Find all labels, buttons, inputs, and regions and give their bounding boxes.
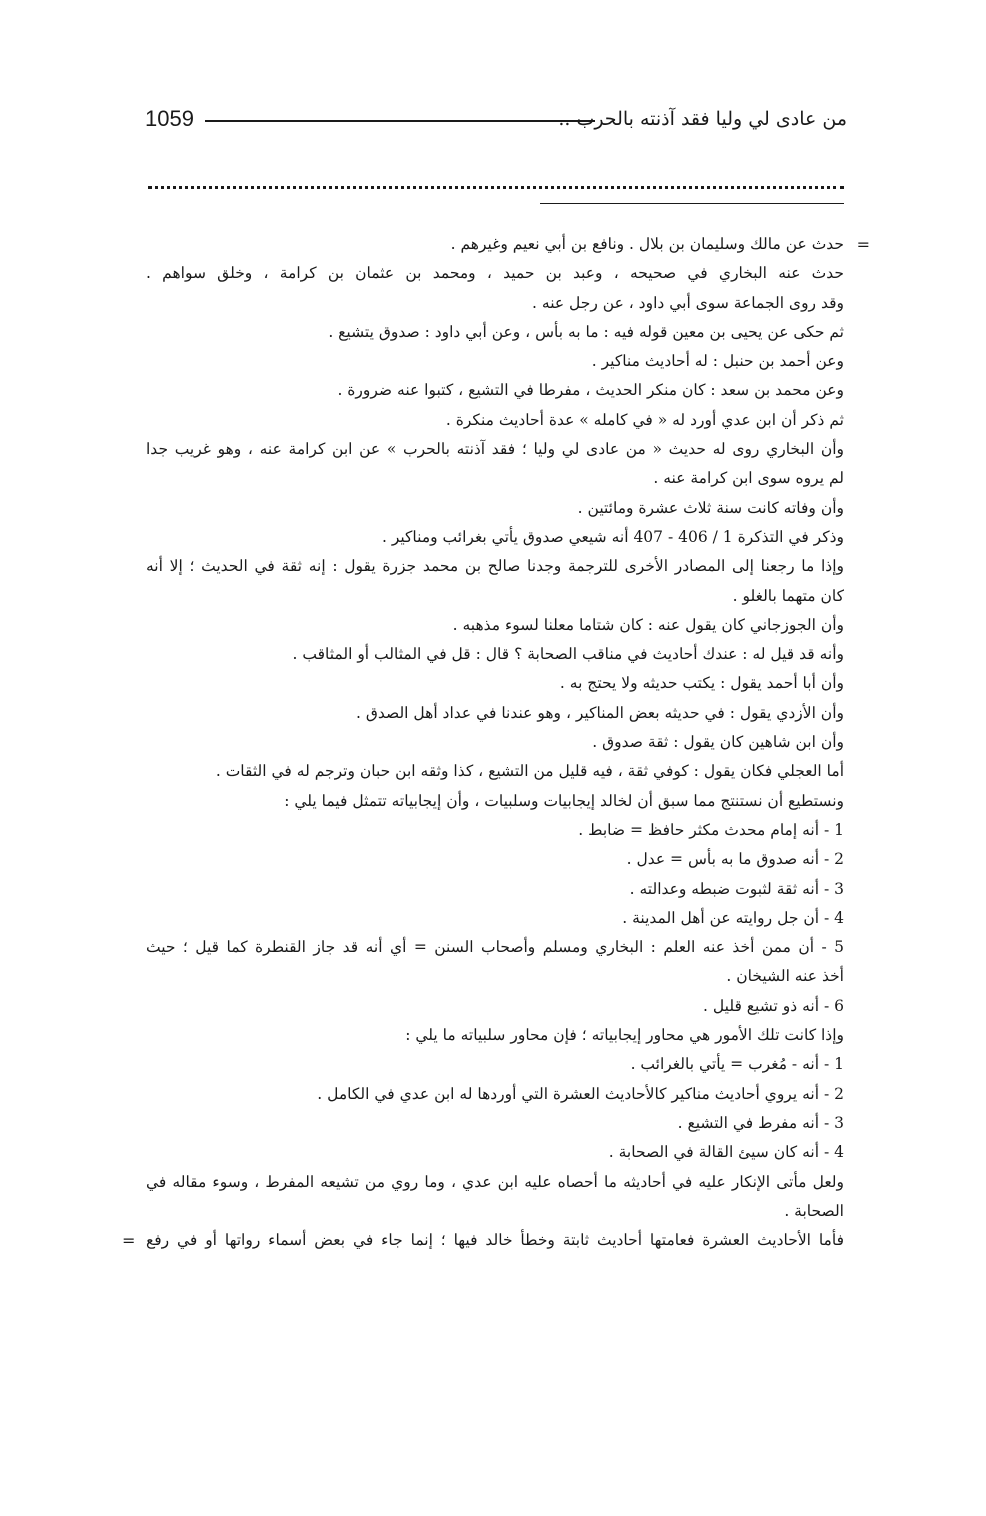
text-line: وقد روى الجماعة سوى أبي داود ، عن رجل عنه . <box>532 293 844 312</box>
list-item: 1 - أنه إمام محدث مكثر حافظ = ضابط . <box>578 820 844 839</box>
list-item: 3 - أنه مفرط في التشيع . <box>677 1113 844 1132</box>
list-item: 6 - أنه ذو تشيع قليل . <box>703 996 844 1015</box>
text-line <box>146 230 870 259</box>
running-title: من عادى لي وليا فقد آذنته بالحرب .. <box>558 108 847 130</box>
text-line: أما العجلي فكان يقول : كوفي ثقة ، فيه قليل من التشيع ، كذا وثقه ابن حبان وترجم له في الثقات . <box>215 762 844 781</box>
text-line: الصحابة . <box>784 1201 844 1220</box>
text-line: ونستطيع أن نستنتج مما سبق أن لخالد إيجابيات وسلبيات ، وأن إيجابياته تتمثل فيما يلي : <box>284 791 844 810</box>
text-line: وإذا ما رجعنا إلى المصادر الأخرى للترجمة وجدنا صالح بن محمد جزرة يقول : إنه ثقة في الحديث ؛ إلا أنه <box>146 557 844 576</box>
text-line: وأن البخاري روى له حديث « من عادى لي وليا ؛ فقد آذنته بالحرب » عن ابن كرامة عنه ، وهو غريب جدا <box>146 440 844 459</box>
text-line: وذكر في التذكرة 1 / 406 - 407 أنه شيعي صدوق يأتي بغرائب ومناكير . <box>381 527 844 546</box>
text-line <box>122 1226 844 1255</box>
text-line: وأن أبا أحمد يقول : يكتب حديثه ولا يحتج به . <box>559 674 844 693</box>
dotted-separator <box>148 172 844 189</box>
text-line: وعن محمد بن سعد : كان منكر الحديث ، مفرطا في التشيع ، كتبوا عنه ضرورة . <box>337 381 844 400</box>
footnote-separator-rule <box>540 203 844 204</box>
page-number: 1059 <box>145 106 194 131</box>
text-line: وأن ابن شاهين كان يقول : ثقة صدوق . <box>592 733 844 752</box>
list-item: 2 - أنه يروي أحاديث مناكير كالأحاديث العشرة التي أوردها له ابن عدي في الكامل . <box>317 1084 844 1103</box>
list-item: 2 - أنه صدوق ما به بأس = عدل . <box>626 850 844 869</box>
text-line-content: فأما الأحاديث العشرة فعامتها أحاديث ثابتة وخطأ خالد فيها ؛ إنما جاء في بعض أسماء رواتها أو في رفع <box>146 1231 844 1250</box>
list-item: 3 - أنه ثقة لثبوت ضبطه وعدالته . <box>629 879 844 898</box>
list-item: 5 - أن ممن أخذ عنه العلم : البخاري ومسلم وأصحاب السنن = أي أنه قد جاز القنطرة كما قيل ؛ حيث <box>146 938 844 957</box>
header-rule <box>205 120 595 122</box>
text-line-content: حدث عن مالك وسليمان بن بلال . ونافع بن أبي نعيم وغيرهم . <box>450 235 844 253</box>
text-line: لم يروه سوى ابن كرامة عنه . <box>653 469 844 488</box>
list-item: 4 - أنه كان سيئ القالة في الصحابة . <box>608 1143 844 1162</box>
text-line: وأنه قد قيل له : عندك أحاديث في مناقب الصحابة ؟ قال : قل في المثالب أو المثاقب . <box>292 645 844 664</box>
continuation-mark-start: = <box>856 235 870 254</box>
list-item: 1 - أنه - مُغرب = يأتي بالغرائب . <box>630 1055 844 1074</box>
text-line: أخذ عنه الشيخان . <box>726 967 844 986</box>
text-line: وأن الجوزجاني كان يقول عنه : كان شتاما معلنا لسوء مذهبه . <box>452 615 844 634</box>
text-line: كان متهما بالغلو . <box>732 586 844 605</box>
text-line: وأن وفاته كانت سنة ثلاث عشرة ومائتين . <box>577 498 844 517</box>
text-line: حدث عنه البخاري في صحيحه ، وعبد بن حميد ، ومحمد بن عثمان بن كرامة ، وخلق سواهم . <box>146 264 844 283</box>
list-item: 4 - أن جل روايته عن أهل المدينة . <box>622 908 844 927</box>
footnote-text <box>122 230 870 1255</box>
text-line: ثم حكى عن يحيى بن معين قوله فيه : ما به بأس ، وعن أبي داود : صدوق يتشيع . <box>328 322 844 341</box>
continuation-mark-end: = <box>122 1231 136 1251</box>
page-header <box>145 104 847 138</box>
text-line: ولعل مأتى الإنكار عليه في أحاديثه ما أحصاه عليه ابن عدي ، وما روي من تشيعه المفرط ، وسوء مقاله في <box>146 1172 844 1191</box>
text-line: وعن أحمد بن حنبل : له أحاديث مناكير . <box>591 352 844 371</box>
text-line: ثم ذكر أن ابن عدي أورد له « في كامله » عدة أحاديث منكرة . <box>445 410 844 429</box>
text-line: وأن الأزدي يقول : في حديثه بعض المناكير ، وهو عندنا في عداد أهل الصدق . <box>356 703 844 722</box>
text-line: وإذا كانت تلك الأمور هي محاور إيجابياته ؛ فإن محاور سلبياته ما يلي : <box>405 1026 844 1045</box>
